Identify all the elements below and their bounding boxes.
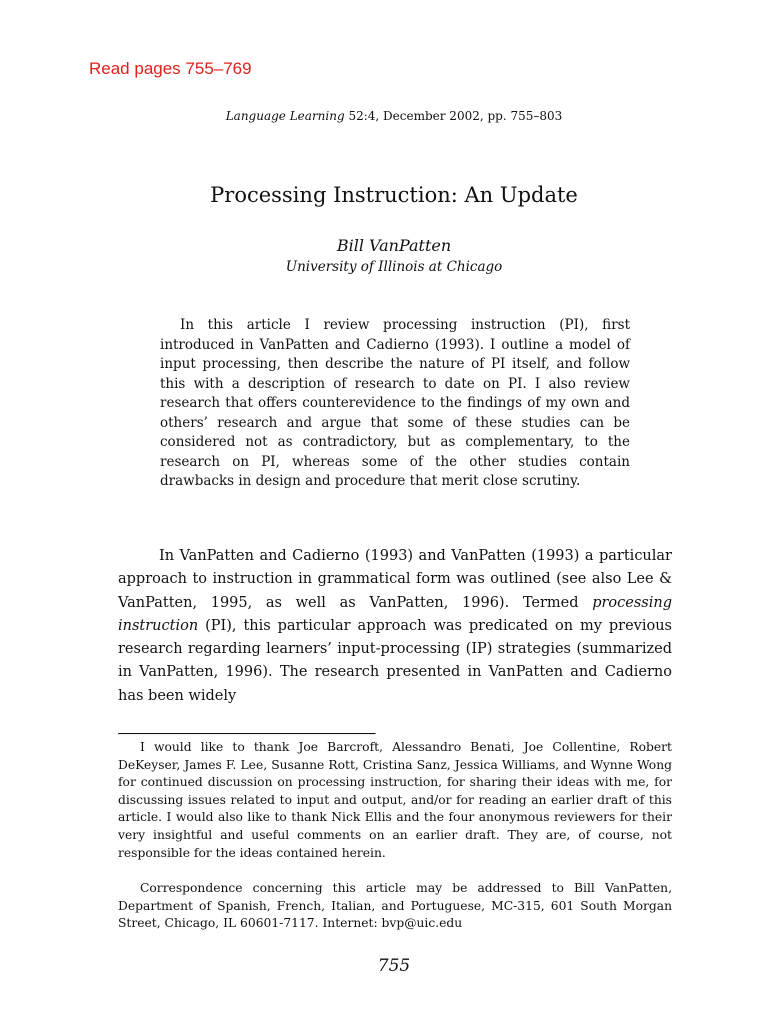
body-term: processing instruction bbox=[118, 594, 672, 634]
footnote-correspondence: Correspondence concerning this article may be addressed to Bill VanPatten, Department of Spanish, French, Italian, and Portuguese, MC-315, 601 South Morgan Street, Chicago, IL 60601-7117. Internet: bvp@uic.edu bbox=[118, 881, 672, 931]
footnote-divider bbox=[118, 733, 376, 735]
author-name: Bill VanPatten bbox=[336, 236, 452, 255]
reading-annotation: Read pages 755–769 bbox=[89, 59, 252, 78]
body-text-part-2: (PI), this particular approach was predicated on my previous research regarding learners’ input-processing (IP) strategies (summarized in VanPatten, 1996). The research presented in VanPatten and Cadierno has been widely bbox=[118, 617, 672, 704]
body-paragraph bbox=[118, 545, 672, 708]
journal-name: Language Learning bbox=[225, 109, 345, 123]
abstract: In this article I review processing instruction (PI), first introduced in VanPatten and Cadierno (1993). I outline a model of input processing, then describe the nature of PI itself, and follow this with a description of research to date on PI. I also review research that offers counterevidence to the findings of my own and others’ research and argue that some of these studies can be considered not as contradictory, but as complementary, to the research on PI, whereas some of the other studies contain drawbacks in design and procedure that merit close scrutiny. bbox=[160, 317, 630, 489]
journal-citation bbox=[0, 109, 768, 123]
journal-details: 52:4, December 2002, pp. 755–803 bbox=[344, 109, 563, 123]
body-text-part-1: In VanPatten and Cadierno (1993) and VanPatten (1993) a particular approach to instruction in grammatical form was outlined (see also Lee & VanPatten, 1995, as well as VanPatten, 1996). Termed bbox=[118, 548, 672, 611]
article-title: Processing Instruction: An Update bbox=[210, 183, 578, 207]
page-number: 755 bbox=[377, 956, 411, 976]
author-affiliation: University of Illinois at Chicago bbox=[285, 259, 503, 275]
footnote-acknowledgment: I would like to thank Joe Barcroft, Alessandro Benati, Joe Collentine, Robert DeKeyser, James F. Lee, Susanne Rott, Cristina Sanz, Jessica Williams, and Wynne Wong for continued discussion on processing instruction, for sharing their ideas with me, for discussing issues related to input and output, and/or for reading an earlier draft of this article. I would also like to thank Nick Ellis and the four anonymous reviewers for their very insightful and useful comments on an earlier draft. They are, of course, not responsible for the ideas contained herein. bbox=[118, 740, 672, 860]
